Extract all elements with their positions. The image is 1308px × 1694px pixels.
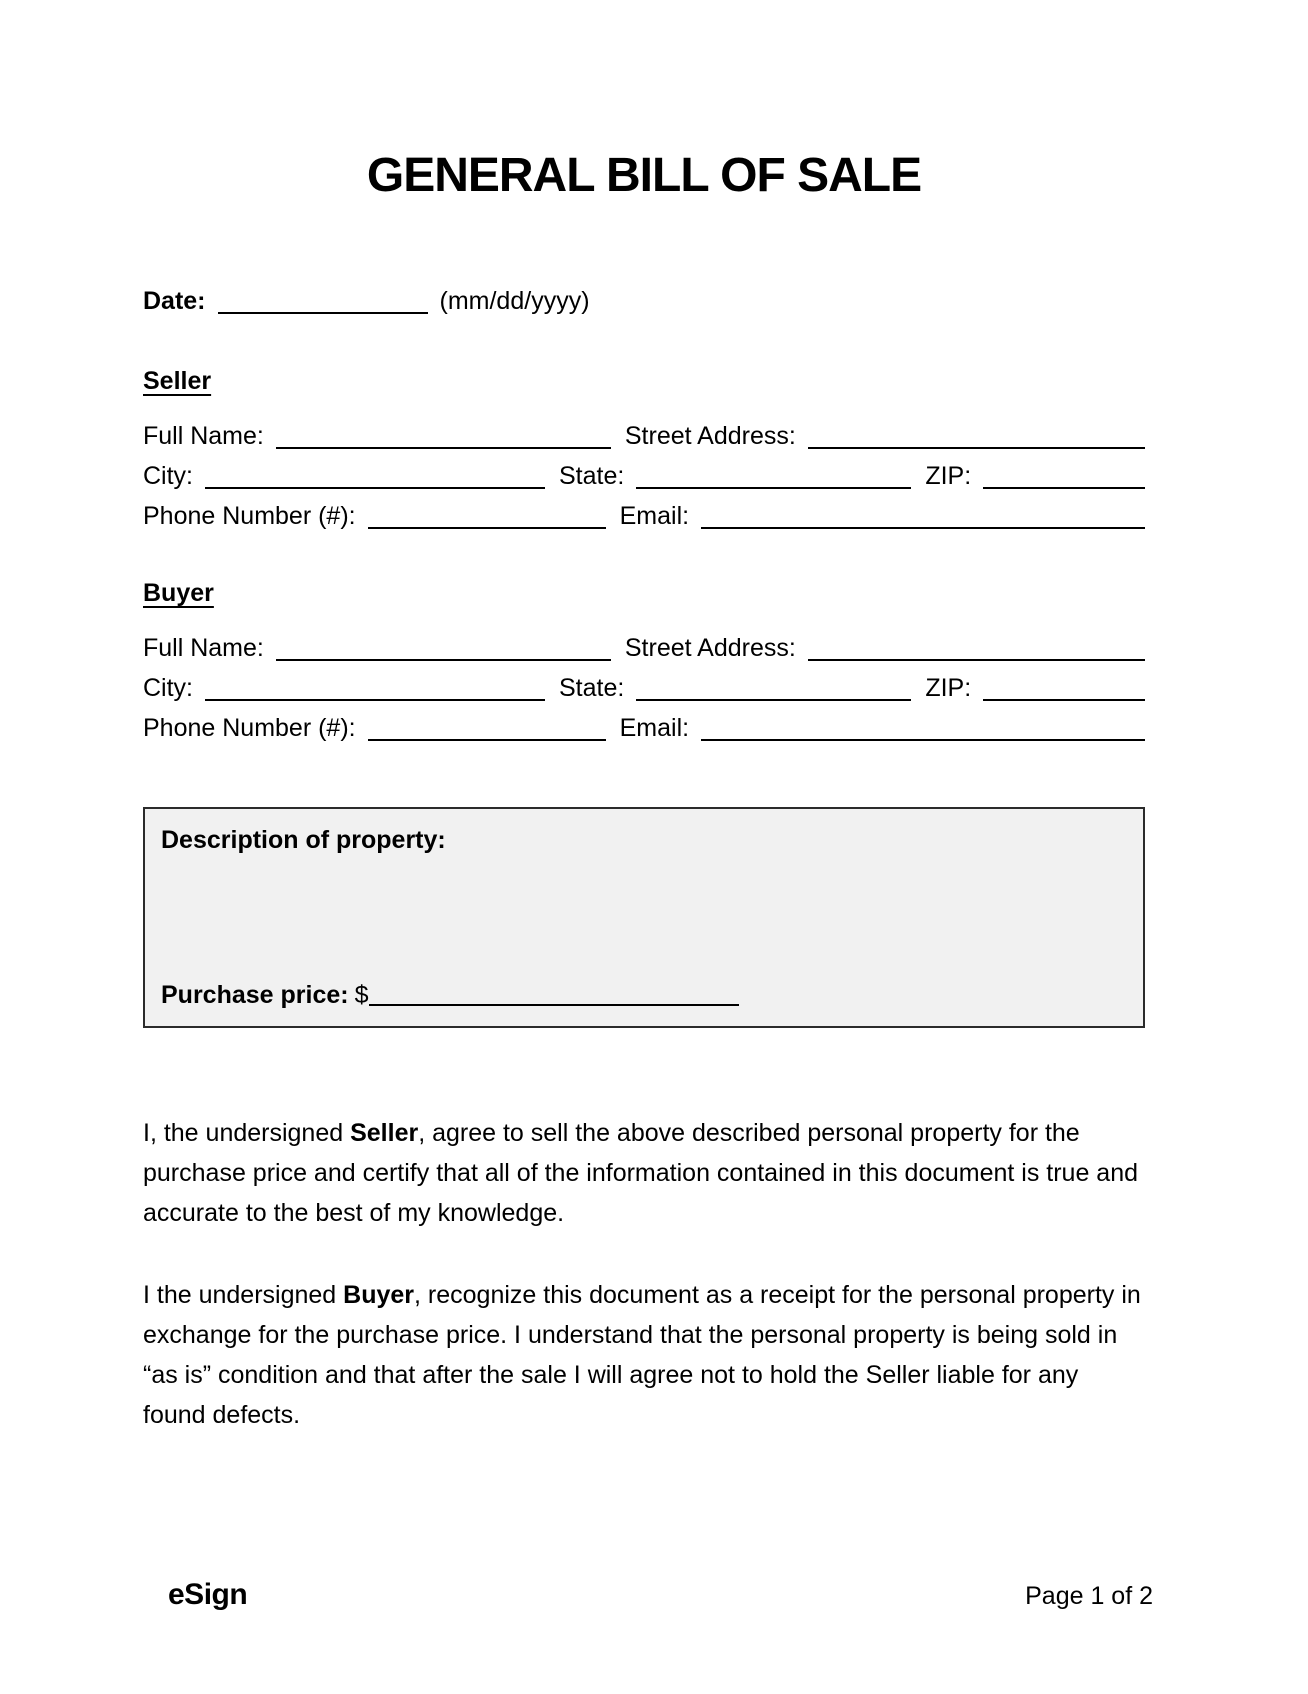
seller-phone-field[interactable] (368, 525, 606, 529)
page-number-indicator: Page 1 of 2 (1025, 1582, 1153, 1610)
date-field[interactable] (218, 310, 428, 314)
seller-street-address-field[interactable] (808, 445, 1145, 449)
buyer-paragraph-bold-word: Buyer (343, 1281, 415, 1309)
page-title: GENERAL BILL OF SALE (366, 149, 922, 202)
buyer-section-heading: Buyer (143, 579, 214, 607)
buyer-state-label: State: (559, 674, 625, 702)
purchase-price-label: Purchase price: (161, 981, 349, 1009)
buyer-full-name-label: Full Name: (143, 634, 264, 662)
seller-section-heading: Seller (143, 367, 212, 395)
esign-logo: eSign (168, 1578, 248, 1611)
seller-full-name-label: Full Name: (143, 422, 264, 450)
buyer-city-label: City: (143, 674, 193, 702)
buyer-agreement-paragraph (143, 1275, 1145, 1435)
seller-city-label: City: (143, 462, 193, 490)
seller-state-label: State: (559, 462, 625, 490)
seller-phone-email-row (143, 501, 1145, 531)
buyer-section (143, 578, 1145, 743)
seller-paragraph-prefix: I, the undersigned (143, 1119, 351, 1147)
seller-state-field[interactable] (636, 485, 911, 489)
seller-phone-label: Phone Number (#): (143, 502, 356, 530)
description-of-property-label: Description of property: (161, 826, 446, 854)
buyer-street-address-label: Street Address: (624, 634, 796, 662)
seller-city-field[interactable] (205, 485, 545, 489)
seller-paragraph-suffix: , agree to sell the above described personal property for the purchase price and certify that all of the information contained in this document is true and accurate to the best of my knowledge. (143, 1119, 1139, 1227)
buyer-paragraph-prefix: I the undersigned (143, 1281, 344, 1309)
purchase-price-field[interactable] (369, 1002, 739, 1006)
seller-agreement-paragraph (143, 1113, 1145, 1233)
date-row (143, 286, 1145, 316)
buyer-phone-label: Phone Number (#): (143, 714, 356, 742)
buyer-city-field[interactable] (205, 697, 545, 701)
buyer-zip-label: ZIP: (925, 674, 972, 702)
purchase-price-row (161, 980, 1127, 1010)
buyer-email-field[interactable] (701, 737, 1145, 741)
seller-email-label: Email: (619, 502, 690, 530)
buyer-paragraph-suffix: , recognize this document as a receipt for the personal property in exchange for the purchase price. I understand that the personal property is being sold in “as is” condition and that after the sale I will agree not to hold the Seller liable for any found defects. (143, 1281, 1141, 1429)
buyer-zip-field[interactable] (983, 697, 1145, 701)
seller-name-address-row (143, 421, 1145, 451)
currency-symbol: $ (354, 981, 369, 1009)
property-description-box (143, 807, 1145, 1028)
description-of-property-field[interactable] (161, 855, 1127, 980)
buyer-phone-email-row (143, 713, 1145, 743)
seller-section (143, 366, 1145, 531)
seller-email-field[interactable] (701, 525, 1145, 529)
seller-zip-label: ZIP: (925, 462, 972, 490)
seller-zip-field[interactable] (983, 485, 1145, 489)
seller-street-address-label: Street Address: (624, 422, 796, 450)
seller-full-name-field[interactable] (276, 445, 611, 449)
buyer-state-field[interactable] (636, 697, 911, 701)
page-footer (168, 1578, 1153, 1612)
seller-paragraph-bold-word: Seller (350, 1119, 419, 1147)
buyer-city-state-zip-row (143, 673, 1145, 703)
buyer-name-address-row (143, 633, 1145, 663)
date-format-hint: (mm/dd/yyyy) (439, 287, 590, 315)
buyer-phone-field[interactable] (368, 737, 606, 741)
buyer-email-label: Email: (619, 714, 690, 742)
buyer-full-name-field[interactable] (276, 657, 611, 661)
seller-city-state-zip-row (143, 461, 1145, 491)
date-label: Date: (143, 287, 206, 315)
buyer-street-address-field[interactable] (808, 657, 1145, 661)
